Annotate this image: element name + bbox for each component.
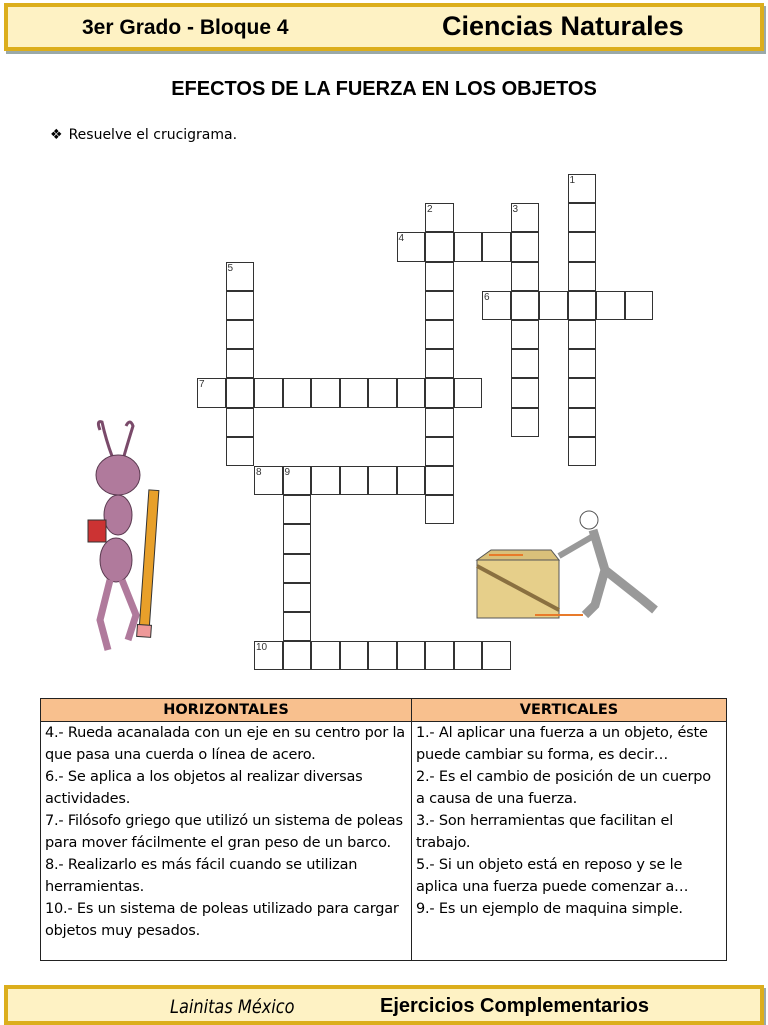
crossword-cell[interactable]	[283, 524, 312, 553]
clue-3: 3.- Son herramientas que facilitan el trabajo.	[416, 813, 674, 851]
crossword-cell[interactable]	[511, 349, 540, 378]
clue-5: 5.- Si un objeto está en reposo y se le aplica una fuerza puede comenzar a…	[416, 857, 689, 895]
crossword-cell[interactable]	[283, 378, 312, 407]
crossword-cell[interactable]	[283, 554, 312, 583]
crossword-cell[interactable]	[425, 232, 454, 261]
crossword-cell[interactable]	[283, 641, 312, 670]
crossword-cell[interactable]	[226, 408, 255, 437]
crossword-cell[interactable]	[568, 203, 597, 232]
grade-label: 3er Grado - Bloque 4	[82, 16, 289, 39]
instruction-text: Resuelve el crucigrama.	[68, 127, 238, 143]
crossword-cell[interactable]	[397, 466, 426, 495]
page-title: EFECTOS DE LA FUERZA EN LOS OBJETOS	[171, 78, 597, 100]
crossword-cell[interactable]	[226, 320, 255, 349]
crossword-cell[interactable]	[568, 408, 597, 437]
vertical-clues-column	[412, 699, 726, 960]
crossword-cell[interactable]	[340, 466, 369, 495]
crossword-cell[interactable]	[568, 349, 597, 378]
clue-number-6: 6	[484, 291, 490, 303]
clue-9: 9.- Es un ejemplo de maquina simple.	[416, 901, 683, 917]
crossword-cell[interactable]	[568, 378, 597, 407]
crossword-cell[interactable]	[397, 378, 426, 407]
crossword-cell[interactable]	[568, 262, 597, 291]
crossword-cell[interactable]	[226, 378, 255, 407]
crossword-cell[interactable]	[311, 641, 340, 670]
crossword-cell[interactable]	[311, 378, 340, 407]
clue-4: 4.- Rueda acanalada con un eje en su centro por la que pasa una cuerda o línea de acero.	[45, 725, 405, 763]
crossword-cell[interactable]	[539, 291, 568, 320]
crossword-cell[interactable]	[368, 466, 397, 495]
crossword-cell[interactable]	[568, 437, 597, 466]
crossword-cell[interactable]	[482, 641, 511, 670]
crossword-cell[interactable]	[454, 232, 483, 261]
crossword-cell[interactable]	[340, 641, 369, 670]
horizontal-header: HORIZONTALES	[41, 699, 411, 722]
crossword-cell[interactable]	[425, 408, 454, 437]
clue-2: 2.- Es el cambio de posición de un cuerpo a causa de una fuerza.	[416, 769, 711, 807]
crossword-cell[interactable]	[226, 437, 255, 466]
horizontal-clues-column	[41, 699, 412, 960]
clue-6: 6.- Se aplica a los objetos al realizar diversas actividades.	[45, 769, 363, 807]
crossword-cell[interactable]	[625, 291, 654, 320]
clue-8: 8.- Realizarlo es más fácil cuando se utilizan herramientas.	[45, 857, 358, 895]
clue-number-4: 4	[398, 233, 405, 245]
clue-number-7: 7	[199, 379, 205, 391]
crossword-cell[interactable]	[397, 641, 426, 670]
crossword-cell[interactable]	[568, 232, 597, 261]
clue-number-3: 3	[512, 204, 519, 216]
footer-label: Ejercicios Complementarios	[380, 995, 649, 1017]
crossword-cell[interactable]	[568, 291, 597, 320]
clue-number-10: 10	[256, 642, 268, 654]
crossword-cell[interactable]	[340, 378, 369, 407]
crossword-cell[interactable]	[283, 495, 312, 524]
crossword-cell[interactable]	[226, 349, 255, 378]
crossword-cell[interactable]	[425, 437, 454, 466]
clue-1: 1.- Al aplicar una fuerza a un objeto, éste puede cambiar su forma, es decir…	[416, 725, 708, 763]
crossword-cell[interactable]	[454, 378, 483, 407]
crossword-cell[interactable]	[368, 378, 397, 407]
crossword-cell[interactable]	[425, 466, 454, 495]
clue-number-8: 8	[256, 467, 262, 478]
vertical-header: VERTICALES	[412, 699, 726, 722]
crossword-cell[interactable]	[482, 232, 511, 261]
clue-number-9: 9	[284, 467, 291, 478]
ant-with-pencil-illustration	[78, 420, 173, 655]
crossword-cell[interactable]	[425, 495, 454, 524]
diamond-bullet-icon: ❖	[50, 127, 63, 143]
clue-number-2: 2	[427, 204, 433, 216]
crossword-cell[interactable]	[511, 291, 540, 320]
clue-number-1: 1	[569, 175, 576, 186]
crossword-cell[interactable]	[511, 408, 540, 437]
crossword-cell[interactable]	[368, 641, 397, 670]
crossword-cell[interactable]	[425, 378, 454, 407]
crossword-cell[interactable]	[254, 378, 283, 407]
clue-10: 10.- Es un sistema de poleas utilizado para cargar objetos muy pesados.	[45, 901, 399, 939]
crossword-cell[interactable]	[425, 262, 454, 291]
crossword-cell[interactable]	[454, 641, 483, 670]
footer-brand: Lainitas México	[170, 996, 295, 1018]
crossword-cell[interactable]	[425, 320, 454, 349]
crossword-cell[interactable]	[226, 291, 255, 320]
footer-band	[4, 985, 764, 1025]
crossword-cell[interactable]	[283, 583, 312, 612]
crossword-cell[interactable]	[511, 378, 540, 407]
crossword-cell[interactable]	[283, 612, 312, 641]
crossword-cell[interactable]	[511, 232, 540, 261]
person-pushing-crate-illustration	[475, 500, 665, 625]
clues-table	[40, 698, 727, 961]
crossword-cell[interactable]	[425, 291, 454, 320]
clue-number-5: 5	[227, 262, 234, 274]
crossword-cell[interactable]	[425, 641, 454, 670]
crossword-cell[interactable]	[511, 262, 540, 291]
crossword-cell[interactable]	[511, 320, 540, 349]
subject-label: Ciencias Naturales	[442, 11, 684, 41]
clue-7: 7.- Filósofo griego que utilizó un sistema de poleas para mover fácilmente el gran peso de un barco.	[45, 813, 403, 851]
crossword-cell[interactable]	[425, 349, 454, 378]
crossword-cell[interactable]	[568, 320, 597, 349]
crossword-cell[interactable]	[596, 291, 625, 320]
crossword-cell[interactable]	[311, 466, 340, 495]
